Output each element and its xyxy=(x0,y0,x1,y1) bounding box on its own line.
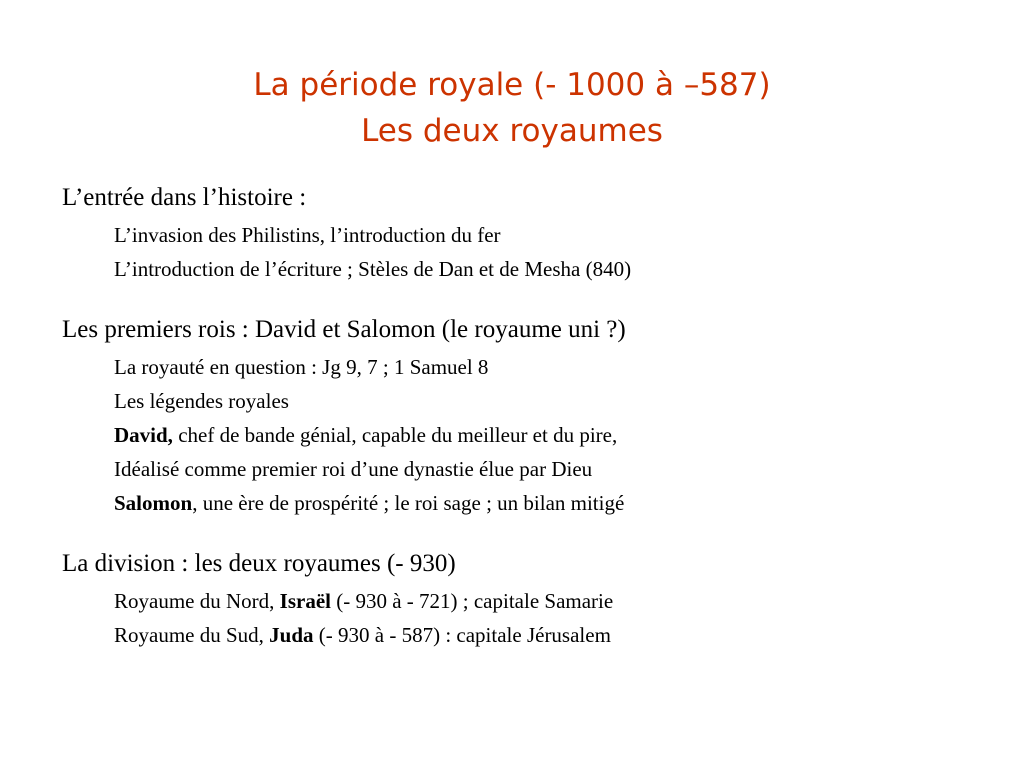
spacer xyxy=(62,286,1002,310)
title-line-1: La période royale (- 1000 à –587) xyxy=(253,67,771,103)
title-line-2: Les deux royaumes xyxy=(361,113,663,149)
item-royaume-sud xyxy=(62,618,1002,652)
section-heading-division: La division : les deux royaumes (- 930) xyxy=(62,550,456,577)
slide-body xyxy=(62,178,1002,652)
nord-suffix: (- 930 à - 721) ; capitale Samarie xyxy=(330,589,614,613)
salomon-name: Salomon xyxy=(114,491,193,515)
item-royaume-nord xyxy=(62,584,1002,618)
item-philistins: L’invasion des Philistins, l’introduction du fer xyxy=(114,223,501,247)
sud-prefix: Royaume du Sud, xyxy=(114,623,270,647)
section-heading-premiers-rois: Les premiers rois : David et Salomon (le royaume uni ?) xyxy=(62,316,626,343)
item-legendes: Les légendes royales xyxy=(114,389,289,413)
nord-prefix: Royaume du Nord, xyxy=(114,589,280,613)
juda-name: Juda xyxy=(269,623,314,647)
item-idealise: Idéalisé comme premier roi d’une dynastie élue par Dieu xyxy=(114,457,593,481)
item-royaute: La royauté en question : Jg 9, 7 ; 1 Samuel 8 xyxy=(114,355,489,379)
slide-title xyxy=(0,62,1024,154)
section-heading-histoire: L’entrée dans l’histoire : xyxy=(62,184,307,211)
salomon-description: , une ère de prospérité ; le roi sage ; un bilan mitigé xyxy=(192,491,625,515)
item-ecriture: L’introduction de l’écriture ; Stèles de Dan et de Mesha (840) xyxy=(114,257,632,281)
david-name: David, xyxy=(114,423,173,447)
item-salomon xyxy=(62,486,1002,520)
israel-name: Israël xyxy=(279,589,331,613)
spacer xyxy=(62,520,1002,544)
item-david xyxy=(62,418,1002,452)
sud-suffix: (- 930 à - 587) : capitale Jérusalem xyxy=(313,623,611,647)
david-description: chef de bande génial, capable du meilleur et du pire, xyxy=(172,423,618,447)
